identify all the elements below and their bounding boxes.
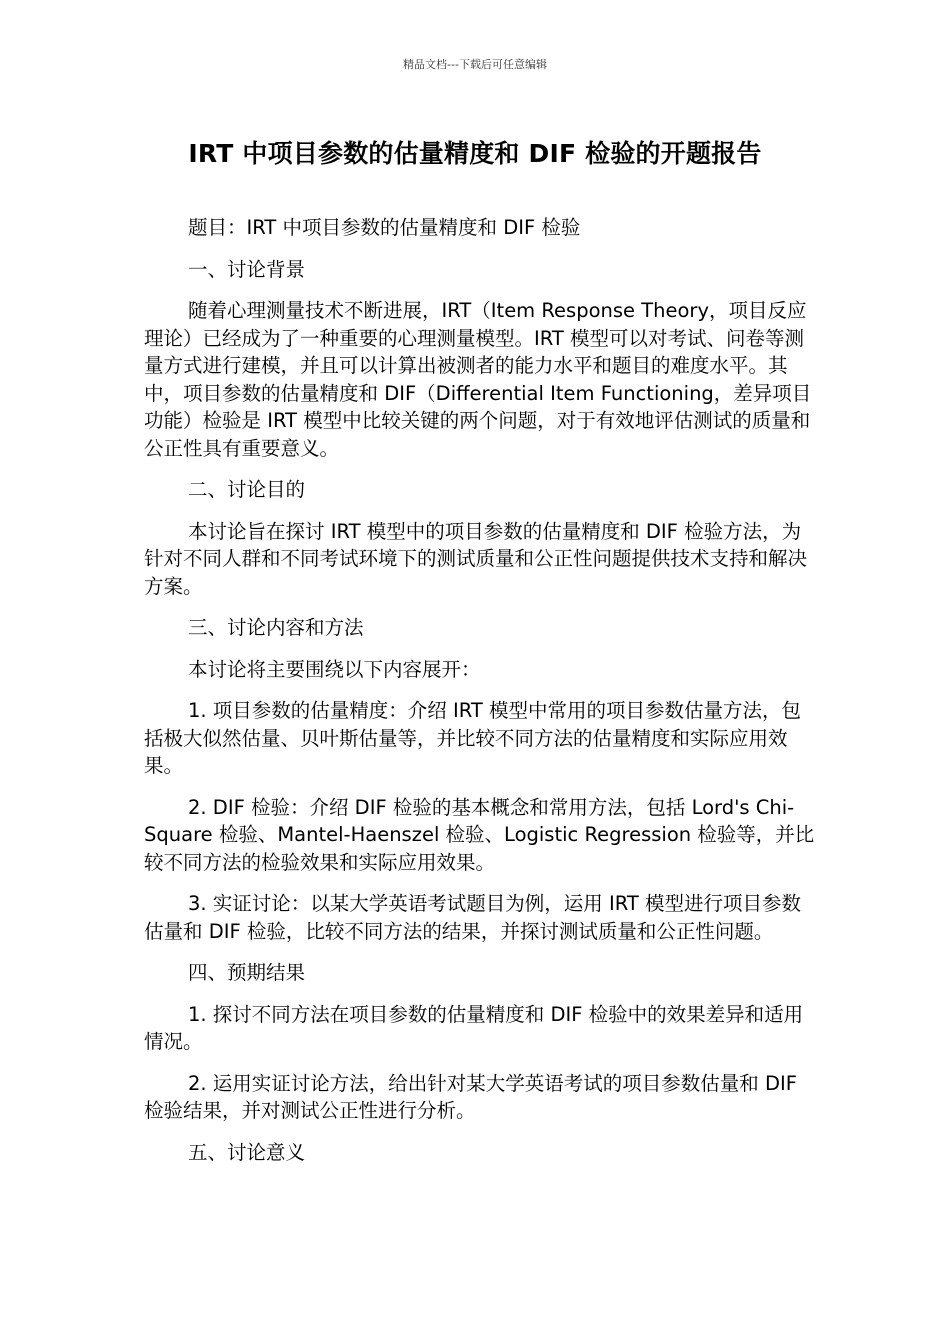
topic-line: 题目：IRT 中项目参数的估量精度和 DIF 检验 bbox=[188, 216, 581, 239]
content-item-2: 2. DIF 检验：介绍 DIF 检验的基本概念和常用方法，包括 Lord's Chi-Square 检验、Mantel-Haenszel 检验、Logistic Regression 检验等，并比较不同方法的检验效果和实际应用效果。 bbox=[144, 795, 815, 874]
content-intro-paragraph: 本讨论将主要围绕以下内容展开： bbox=[188, 657, 481, 681]
document-title: IRT 中项目参数的估量精度和 DIF 检验的开题报告 bbox=[188, 139, 762, 168]
purpose-paragraph: 本讨论旨在探讨 IRT 模型中的项目参数的估量精度和 DIF 检验方法，为针对不同人群和不同考试环境下的测试质量和公正性问题提供技术支持和解决方案。 bbox=[144, 519, 808, 598]
section-heading-content-methods: 三、讨论内容和方法 bbox=[188, 616, 364, 639]
content-item-1: 1. 项目参数的估量精度：介绍 IRT 模型中常用的项目参数估量方法，包括极大似然估量、贝叶斯估量等，并比较不同方法的估量精度和实际应用效果。 bbox=[144, 699, 801, 777]
section-heading-purpose: 二、讨论目的 bbox=[188, 478, 306, 501]
section-heading-background: 一、讨论背景 bbox=[188, 257, 306, 281]
expected-item-2: 2. 运用实证讨论方法，给出针对某大学英语考试的项目参数估量和 DIF 检验结果，并对测试公正性进行分析。 bbox=[144, 1071, 797, 1122]
header-note: 精品文档---下载后可任意编辑 bbox=[403, 58, 547, 71]
section-heading-expected-results: 四、预期结果 bbox=[188, 961, 306, 984]
background-paragraph: 随着心理测量技术不断进展，IRT（Item Response Theory，项目反应理论）已经成为了一种重要的心理测量模型。IRT 模型可以对考试、问卷等测量方式进行建模，并且可以计算出被测者的能力水平和题目的难度水平。其中，项目参数的估量精度和 DIF（Differential Item Functioning，差异项目功能）检验是 IRT 模型中比较关键的两个问题，对于有效地评估测试的质量和公正性具有重要意义。 bbox=[144, 299, 812, 460]
section-heading-significance: 五、讨论意义 bbox=[188, 1140, 306, 1164]
document-body bbox=[144, 214, 816, 1180]
content-item-3: 3. 实证讨论：以某大学英语考试题目为例，运用 IRT 模型进行项目参数估量和 DIF 检验，比较不同方法的结果，并探讨测试质量和公正性问题。 bbox=[144, 892, 801, 943]
expected-item-1: 1. 探讨不同方法在项目参数的估量精度和 DIF 检验中的效果差异和适用情况。 bbox=[144, 1002, 804, 1053]
